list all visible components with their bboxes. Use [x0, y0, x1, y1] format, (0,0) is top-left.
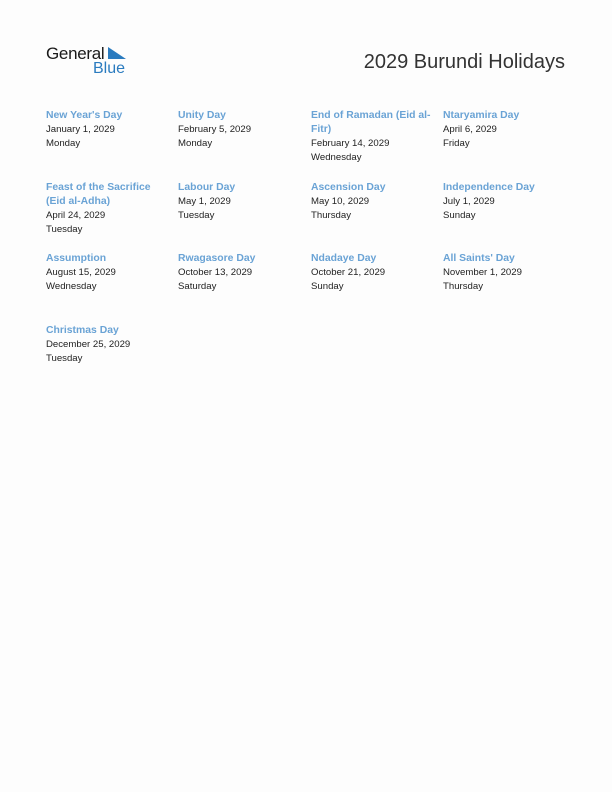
holiday-item — [443, 181, 569, 223]
holiday-name: New Year's Day — [46, 110, 123, 121]
holiday-name: Feast of the Sacrifice (Eid al-Adha) — [46, 182, 151, 207]
holiday-weekday: Saturday — [178, 281, 217, 292]
holiday-name: Rwagasore Day — [178, 253, 256, 264]
holiday-item — [443, 109, 569, 151]
holiday-name: Independence Day — [443, 182, 535, 193]
holiday-item — [46, 324, 172, 366]
holiday-weekday: Tuesday — [178, 210, 215, 221]
holiday-name: Ascension Day — [311, 182, 386, 193]
holiday-weekday: Sunday — [311, 281, 344, 292]
holiday-item — [46, 181, 172, 237]
holiday-name: End of Ramadan (Eid al-Fitr) — [311, 110, 431, 135]
holiday-item — [311, 109, 437, 165]
holiday-weekday: Wednesday — [311, 152, 362, 163]
holiday-date: July 1, 2029 — [443, 196, 495, 207]
holiday-weekday: Monday — [46, 138, 81, 149]
holiday-name: Labour Day — [178, 182, 236, 193]
holiday-date: October 13, 2029 — [178, 267, 253, 278]
holiday-item — [46, 109, 172, 151]
holiday-name: Ntaryamira Day — [443, 110, 520, 121]
holiday-weekday: Sunday — [443, 210, 476, 221]
holiday-name: Christmas Day — [46, 325, 119, 336]
holiday-name: Assumption — [46, 253, 107, 264]
holiday-item — [46, 252, 172, 294]
logo-text-general: General — [46, 44, 105, 63]
holiday-weekday: Monday — [178, 138, 213, 149]
holiday-weekday: Wednesday — [46, 281, 97, 292]
holiday-item — [311, 181, 437, 223]
holiday-name: All Saints' Day — [443, 253, 515, 264]
brand-logo — [46, 44, 136, 80]
holiday-date: October 21, 2029 — [311, 267, 386, 278]
holiday-date: May 1, 2029 — [178, 196, 231, 207]
holiday-date: May 10, 2029 — [311, 196, 370, 207]
holiday-date: November 1, 2029 — [443, 267, 522, 278]
holiday-weekday: Tuesday — [46, 224, 83, 235]
holiday-item — [178, 252, 304, 294]
holiday-date: January 1, 2029 — [46, 124, 115, 135]
holiday-name: Unity Day — [178, 110, 226, 121]
holiday-weekday: Friday — [443, 138, 470, 149]
holiday-weekday: Thursday — [311, 210, 351, 221]
holiday-weekday: Thursday — [443, 281, 483, 292]
holiday-date: August 15, 2029 — [46, 267, 116, 278]
holiday-date: February 5, 2029 — [178, 124, 252, 135]
holiday-date: April 6, 2029 — [443, 124, 497, 135]
holiday-item — [178, 109, 304, 151]
holiday-date: December 25, 2029 — [46, 339, 131, 350]
holiday-date: February 14, 2029 — [311, 138, 390, 149]
holiday-name: Ndadaye Day — [311, 253, 377, 264]
page-title: 2029 Burundi Holidays — [363, 51, 565, 73]
holiday-item — [311, 252, 437, 294]
holiday-weekday: Tuesday — [46, 353, 83, 364]
logo-text-blue: Blue — [93, 60, 126, 77]
holiday-item — [178, 181, 304, 223]
holiday-date: April 24, 2029 — [46, 210, 106, 221]
holiday-item — [443, 252, 569, 294]
